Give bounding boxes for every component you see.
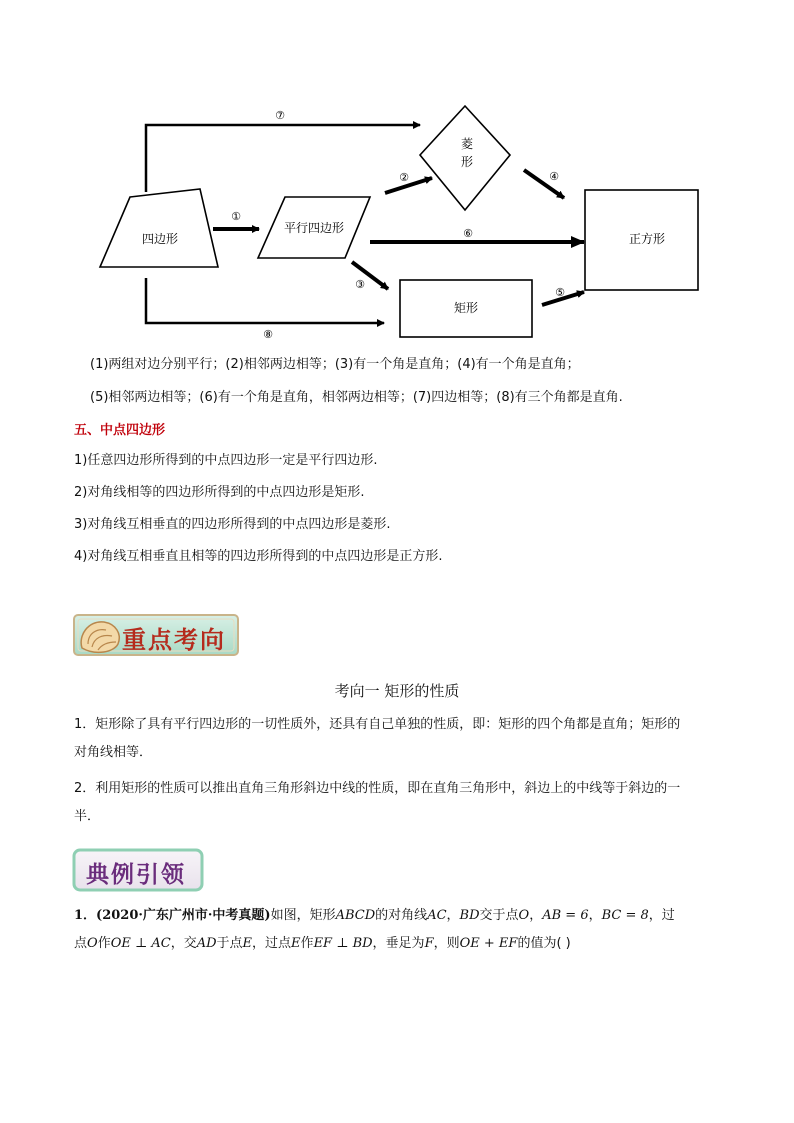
list-item: 4)对角线互相垂直且相等的四边形所得到的中点四边形是正方形. (74, 549, 443, 564)
list-item: 2)对角线相等的四边形所得到的中点四边形是矩形. (74, 485, 365, 500)
topic-title: 考向一 矩形的性质 (334, 682, 460, 700)
math-expression: OE ⊥ AC (110, 936, 171, 951)
arrow-1-label: ① (231, 210, 241, 223)
question-number: 1． (74, 908, 97, 923)
paragraph-2 (74, 775, 724, 831)
paragraph-1-line-2: 对角线相等． (74, 745, 153, 760)
question-text: 作 (97, 936, 111, 951)
math-expression: AC (427, 908, 447, 923)
paragraph-2-line-1: 2．利用矩形的性质可以推出直角三角形斜边中线的性质，即在直角三角形中，斜边上的中线等于斜边的一 (74, 781, 681, 796)
arrow-5-label: ⑤ (555, 286, 565, 299)
question-text: 点 (74, 936, 88, 951)
quadrilateral-flow-diagram (0, 0, 794, 350)
paragraph-1-line-1: 1．矩形除了具有平行四边形的一切性质外，还具有自己单独的性质，即：矩形的四个角都是直角；矩形的 (74, 717, 681, 732)
example-banner (72, 848, 204, 892)
conditions-line-2: (5)相邻两边相等；(6)有一个角是直角，相邻两边相等；(7)四边相等；(8)有三个角都是直角. (90, 390, 623, 405)
section-heading: 五、中点四边形 (74, 423, 166, 438)
banner-title: 重点考向 (122, 625, 226, 654)
arrow-8-label: ⑧ (263, 328, 273, 341)
paragraph-2-line-2: 半． (74, 809, 101, 824)
banner-title: 典例引领 (86, 861, 186, 888)
rhombus-label-top: 菱 (460, 137, 474, 151)
question-line-1 (74, 902, 724, 930)
question-line-2 (74, 930, 724, 958)
question-text: 如图，矩形 (270, 908, 336, 923)
list-item: 3)对角线互相垂直的四边形所得到的中点四边形是菱形. (74, 517, 391, 532)
arrow-8 (146, 278, 384, 323)
arrow-4-label: ④ (549, 170, 559, 183)
math-expression: E (242, 936, 253, 951)
question-text: 交于点 (479, 908, 519, 923)
question-text: ， (588, 908, 602, 923)
math-expression: AB = 6 (542, 908, 589, 923)
paragraph-1 (74, 711, 724, 767)
question-text: ，过点 (252, 936, 292, 951)
math-expression: BC = 8 (601, 908, 649, 923)
seashell-icon (76, 614, 124, 658)
arrow-2-label: ② (399, 171, 409, 184)
rhombus-label-bottom: 形 (460, 155, 474, 169)
math-expression: O (87, 936, 98, 951)
rectangle-label: 矩形 (453, 301, 479, 315)
math-expression: O (518, 908, 530, 923)
square-label: 正方形 (628, 232, 666, 246)
question-text: 作 (300, 936, 314, 951)
conditions-line-1: (1)两组对边分别平行；(2)相邻两边相等；(3)有一个角是直角；(4)有一个角是直角； (90, 357, 580, 372)
question-text: ，垂足为 (372, 936, 425, 951)
quadrilateral-shape (100, 189, 218, 267)
arrow-6-label: ⑥ (463, 227, 473, 240)
math-expression: EF ⊥ BD (313, 936, 373, 951)
math-expression: F (424, 936, 434, 951)
key-direction-banner (72, 612, 240, 658)
question-text: 的对角线 (375, 908, 428, 923)
question-text: 于点 (216, 936, 243, 951)
list-item: 1)任意四边形所得到的中点四边形一定是平行四边形. (74, 453, 378, 468)
math-expression: ABCD (335, 908, 376, 923)
question-text: 的值为( ) (517, 936, 571, 951)
arrow-7-label: ⑦ (275, 109, 285, 122)
question-source: (2020·广东广州市·中考真题) (96, 908, 271, 923)
math-expression: BD (459, 908, 480, 923)
question-text: ， (446, 908, 460, 923)
question-text: ，过 (648, 908, 675, 923)
parallelogram-label: 平行四边形 (283, 221, 345, 235)
question-text: ， (529, 908, 543, 923)
math-expression: OE + EF (459, 936, 518, 951)
math-expression: AD (196, 936, 217, 951)
quadrilateral-label: 四边形 (141, 232, 179, 246)
arrow-3-label: ③ (355, 278, 365, 291)
question-1 (74, 902, 724, 958)
question-text: ，则 (433, 936, 460, 951)
math-expression: E (291, 936, 301, 951)
question-text: ，交 (170, 936, 197, 951)
arrow-7 (146, 125, 420, 192)
